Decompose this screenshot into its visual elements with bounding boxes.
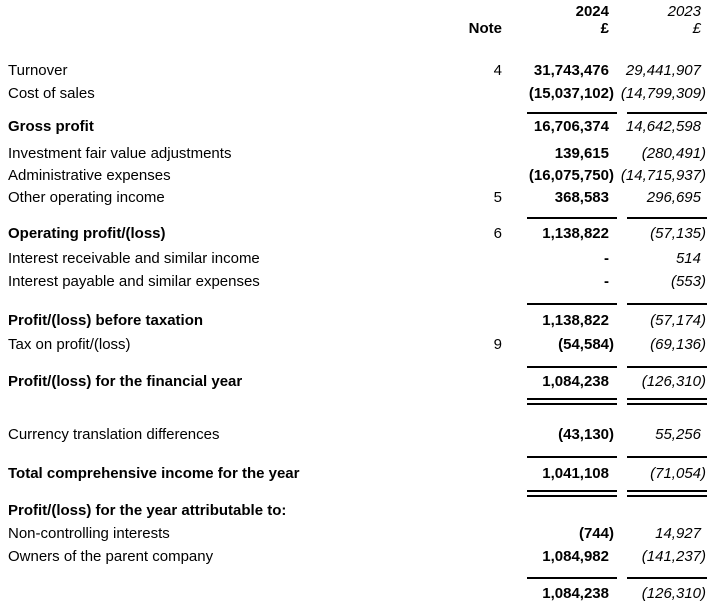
note-ref: 4 <box>493 62 502 79</box>
total-rule-2024 <box>527 490 617 497</box>
row-currency-translation-differences <box>0 426 710 443</box>
row-label <box>8 585 466 602</box>
row-gross-profit <box>0 118 710 135</box>
header-spacer <box>466 3 508 20</box>
subtotal-rule-2024 <box>527 112 617 114</box>
currency-header-2024: £ <box>600 20 609 37</box>
value-2023: 14,927 <box>655 525 701 542</box>
row-interest-payable <box>0 273 710 290</box>
header-units-row <box>0 20 710 37</box>
subtotal-rule-2023 <box>627 456 707 458</box>
value-2024: - <box>604 250 609 267</box>
value-2024: 139,615 <box>554 145 609 162</box>
value-2023: (141,237) <box>641 548 706 565</box>
value-2023: (71,054) <box>650 465 706 482</box>
subtotal-rule-2023 <box>627 366 707 368</box>
value-2024: 1,138,822 <box>542 225 609 242</box>
value-2024: 1,084,238 <box>542 373 609 390</box>
value-2024: (54,584) <box>558 336 614 353</box>
value-2024: (16,075,750) <box>528 167 614 184</box>
row-label: Turnover <box>8 62 68 79</box>
row-label: Cost of sales <box>8 85 95 102</box>
total-rule-2024 <box>527 398 617 405</box>
row-label: Gross profit <box>8 118 94 135</box>
total-rule-2023 <box>627 490 707 497</box>
value-2023: 514 <box>675 250 701 267</box>
row-administrative-expenses <box>0 167 710 184</box>
header-spacer <box>8 20 466 37</box>
value-2023: (126,310) <box>641 585 706 602</box>
row-owners-of-parent-company <box>0 548 710 565</box>
row-label: Profit/(loss) for the financial year <box>8 373 243 390</box>
row-label: Non-controlling interests <box>8 525 170 542</box>
row-label: Operating profit/(loss) <box>8 225 166 242</box>
total-rule-2023 <box>627 398 707 405</box>
value-2024: 16,706,374 <box>533 118 609 135</box>
value-2024: (15,037,102) <box>528 85 614 102</box>
note-ref: 6 <box>493 225 502 242</box>
row-profit-loss-before-taxation <box>0 312 710 329</box>
row-label: Tax on profit/(loss) <box>8 336 131 353</box>
row-interest-receivable <box>0 250 710 267</box>
row-label: Investment fair value adjustments <box>8 145 232 162</box>
value-2024: 1,138,822 <box>542 312 609 329</box>
value-2024: 1,041,108 <box>542 465 609 482</box>
value-2023: (57,174) <box>650 312 706 329</box>
subtotal-rule-2024 <box>527 577 617 579</box>
column-header-2023: 2023 <box>667 3 701 20</box>
value-2023: (14,715,937) <box>620 167 706 184</box>
value-2023: (69,136) <box>650 336 706 353</box>
subtotal-rule-2024 <box>527 456 617 458</box>
column-header-note: Note <box>468 20 502 37</box>
row-label: Owners of the parent company <box>8 548 214 565</box>
subtotal-rule-2024 <box>527 303 617 305</box>
row-attributable-total <box>0 585 710 602</box>
value-2023: 55,256 <box>655 426 701 443</box>
value-2024: 1,084,238 <box>542 585 609 602</box>
row-tax-on-profit-loss <box>0 336 710 353</box>
note-ref: 5 <box>493 189 502 206</box>
row-profit-loss-for-financial-year <box>0 373 710 390</box>
subtotal-rule-2023 <box>627 303 707 305</box>
row-operating-profit-loss <box>0 225 710 242</box>
note-ref: 9 <box>493 336 502 353</box>
value-2023: 296,695 <box>646 189 701 206</box>
value-2024: - <box>604 273 609 290</box>
subtotal-rule-2023 <box>627 217 707 219</box>
row-label: Other operating income <box>8 189 165 206</box>
value-2023: (57,135) <box>650 225 706 242</box>
subtotal-rule-2023 <box>627 577 707 579</box>
row-cost-of-sales <box>0 85 710 102</box>
currency-header-2023: £ <box>692 20 701 37</box>
row-attributable-heading <box>0 502 710 519</box>
column-header-2024: 2024 <box>575 3 609 20</box>
row-label: Currency translation differences <box>8 426 220 443</box>
subtotal-rule-2024 <box>527 217 617 219</box>
section-heading: Profit/(loss) for the year attributable to: <box>8 502 287 519</box>
value-2024: 1,084,982 <box>542 548 609 565</box>
value-2023: 14,642,598 <box>625 118 701 135</box>
row-investment-fair-value-adjustments <box>0 145 710 162</box>
header-spacer <box>8 3 466 20</box>
row-non-controlling-interests <box>0 525 710 542</box>
row-label: Profit/(loss) before taxation <box>8 312 204 329</box>
row-total-comprehensive-income <box>0 465 710 482</box>
row-label: Administrative expenses <box>8 167 171 184</box>
value-2023: (280,491) <box>641 145 706 162</box>
row-label: Total comprehensive income for the year <box>8 465 300 482</box>
header-years-row <box>0 3 710 20</box>
value-2024: (744) <box>578 525 614 542</box>
value-2024: 31,743,476 <box>533 62 609 79</box>
row-other-operating-income <box>0 189 710 206</box>
subtotal-rule-2024 <box>527 366 617 368</box>
value-2023: (14,799,309) <box>620 85 706 102</box>
row-label: Interest payable and similar expenses <box>8 273 260 290</box>
value-2023: (126,310) <box>641 373 706 390</box>
subtotal-rule-2023 <box>627 112 707 114</box>
value-2024: 368,583 <box>554 189 609 206</box>
value-2023: (553) <box>670 273 706 290</box>
value-2024: (43,130) <box>558 426 614 443</box>
row-label: Interest receivable and similar income <box>8 250 260 267</box>
row-turnover <box>0 62 710 79</box>
value-2023: 29,441,907 <box>625 62 701 79</box>
